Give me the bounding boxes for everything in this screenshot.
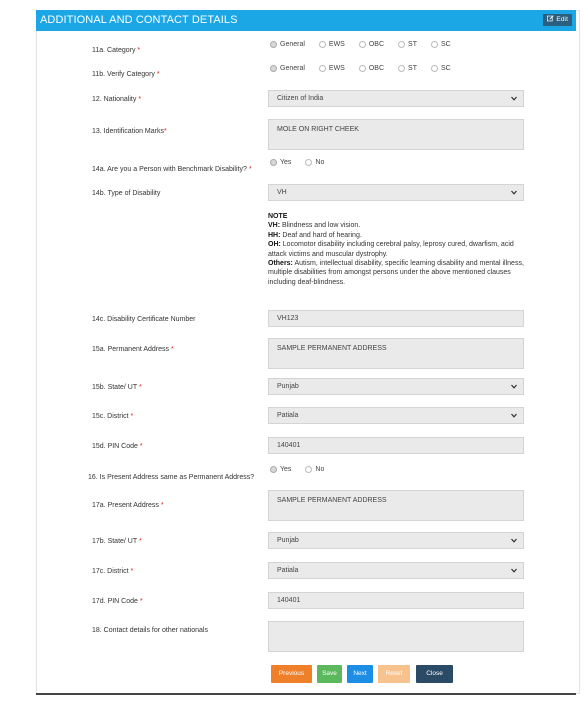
same-address-radio-group xyxy=(270,466,338,473)
save-button[interactable]: Save xyxy=(317,665,342,683)
perm-state-label: 15b. State/ UT * xyxy=(92,384,142,391)
identification-marks-label: 13. Identification Marks* xyxy=(92,128,167,135)
benchmark-disability-option-yes[interactable]: Yes xyxy=(270,159,291,166)
note-item-others: Others: Autism, intellectual disability, specific learning disability and mental illness, multiple disabilities from amongst persons under the above mentioned clauses including deaf-blindness. xyxy=(268,260,524,286)
next-button[interactable]: Next xyxy=(347,665,373,683)
category-option-obc[interactable]: OBC xyxy=(359,41,384,48)
disability-note xyxy=(268,212,530,287)
category-label: 11a. Category * xyxy=(92,47,141,54)
verify-category-radio-group xyxy=(270,65,465,72)
note-item-vh: VH: Blindness and low vision. xyxy=(268,222,361,230)
pres-pin-input[interactable]: 140401 xyxy=(268,592,524,609)
edit-button[interactable] xyxy=(543,14,572,26)
note-item-oh: OH: Locomotor disability including cerebral palsy, leprosy cured, dwarfism, acid attack victims and muscular dystrophy. xyxy=(268,241,514,258)
disability-cert-label: 14c. Disability Certificate Number xyxy=(92,316,196,323)
pres-pin-label: 17d. PIN Code * xyxy=(92,598,143,605)
same-address-option-no[interactable]: No xyxy=(305,466,324,473)
benchmark-disability-label: 14a. Are you a Person with Benchmark Disability? * xyxy=(92,166,252,173)
chevron-down-icon xyxy=(511,413,517,418)
present-address-textarea[interactable]: SAMPLE PERMANENT ADDRESS xyxy=(268,490,524,521)
category-option-st[interactable]: ST xyxy=(398,41,417,48)
close-button[interactable]: Close xyxy=(416,665,453,683)
permanent-address-textarea[interactable]: SAMPLE PERMANENT ADDRESS xyxy=(268,338,524,369)
disability-cert-input[interactable]: VH123 xyxy=(268,310,524,327)
nationality-select[interactable]: Citizen of India xyxy=(268,90,524,107)
section-header xyxy=(36,10,576,31)
reset-button[interactable]: Reset xyxy=(378,665,410,683)
previous-button[interactable]: Previous xyxy=(271,665,312,683)
verify-category-option-sc[interactable]: SC xyxy=(431,65,451,72)
disability-type-label: 14b. Type of Disability xyxy=(92,190,161,197)
category-option-sc[interactable]: SC xyxy=(431,41,451,48)
chevron-down-icon xyxy=(511,568,517,573)
pres-district-label: 17c. District * xyxy=(92,568,134,575)
bottom-divider xyxy=(36,693,576,695)
chevron-down-icon xyxy=(511,538,517,543)
verify-category-option-st[interactable]: ST xyxy=(398,65,417,72)
verify-category-option-ews[interactable]: EWS xyxy=(319,65,345,72)
edit-label: Edit xyxy=(556,16,568,23)
category-option-general[interactable]: General xyxy=(270,41,305,48)
chevron-down-icon xyxy=(511,96,517,101)
disability-type-select[interactable]: VH xyxy=(268,184,524,201)
benchmark-disability-option-no[interactable]: No xyxy=(305,159,324,166)
nationality-label: 12. Nationality * xyxy=(92,96,142,103)
section-title: ADDITIONAL AND CONTACT DETAILS xyxy=(40,14,238,26)
perm-district-select[interactable]: Patiala xyxy=(268,407,524,424)
perm-district-label: 15c. District * xyxy=(92,413,134,420)
edit-icon xyxy=(547,15,554,22)
same-address-label: 16. Is Present Address same as Permanent Address? xyxy=(88,474,255,481)
category-radio-group xyxy=(270,41,465,48)
other-contact-textarea[interactable] xyxy=(268,621,524,652)
perm-pin-label: 15d. PIN Code * xyxy=(92,443,143,450)
verify-category-option-general[interactable]: General xyxy=(270,65,305,72)
pres-district-select[interactable]: Patiala xyxy=(268,562,524,579)
pres-state-label: 17b. State/ UT * xyxy=(92,538,142,545)
chevron-down-icon xyxy=(511,384,517,389)
verify-category-label: 11b. Verify Category * xyxy=(92,71,160,78)
chevron-down-icon xyxy=(511,190,517,195)
verify-category-option-obc[interactable]: OBC xyxy=(359,65,384,72)
category-option-ews[interactable]: EWS xyxy=(319,41,345,48)
present-address-label: 17a. Present Address * xyxy=(92,502,164,509)
note-title: NOTE xyxy=(268,213,288,220)
permanent-address-label: 15a. Permanent Address * xyxy=(92,346,174,353)
note-item-hh: HH: Deaf and hard of hearing. xyxy=(268,231,362,239)
identification-marks-textarea[interactable]: MOLE ON RIGHT CHEEK xyxy=(268,119,524,150)
benchmark-disability-radio-group xyxy=(270,159,338,166)
perm-state-select[interactable]: Punjab xyxy=(268,378,524,395)
pres-state-select[interactable]: Punjab xyxy=(268,532,524,549)
other-contact-label: 18. Contact details for other nationals xyxy=(92,627,208,634)
perm-pin-input[interactable]: 140401 xyxy=(268,437,524,454)
same-address-option-yes[interactable]: Yes xyxy=(270,466,291,473)
